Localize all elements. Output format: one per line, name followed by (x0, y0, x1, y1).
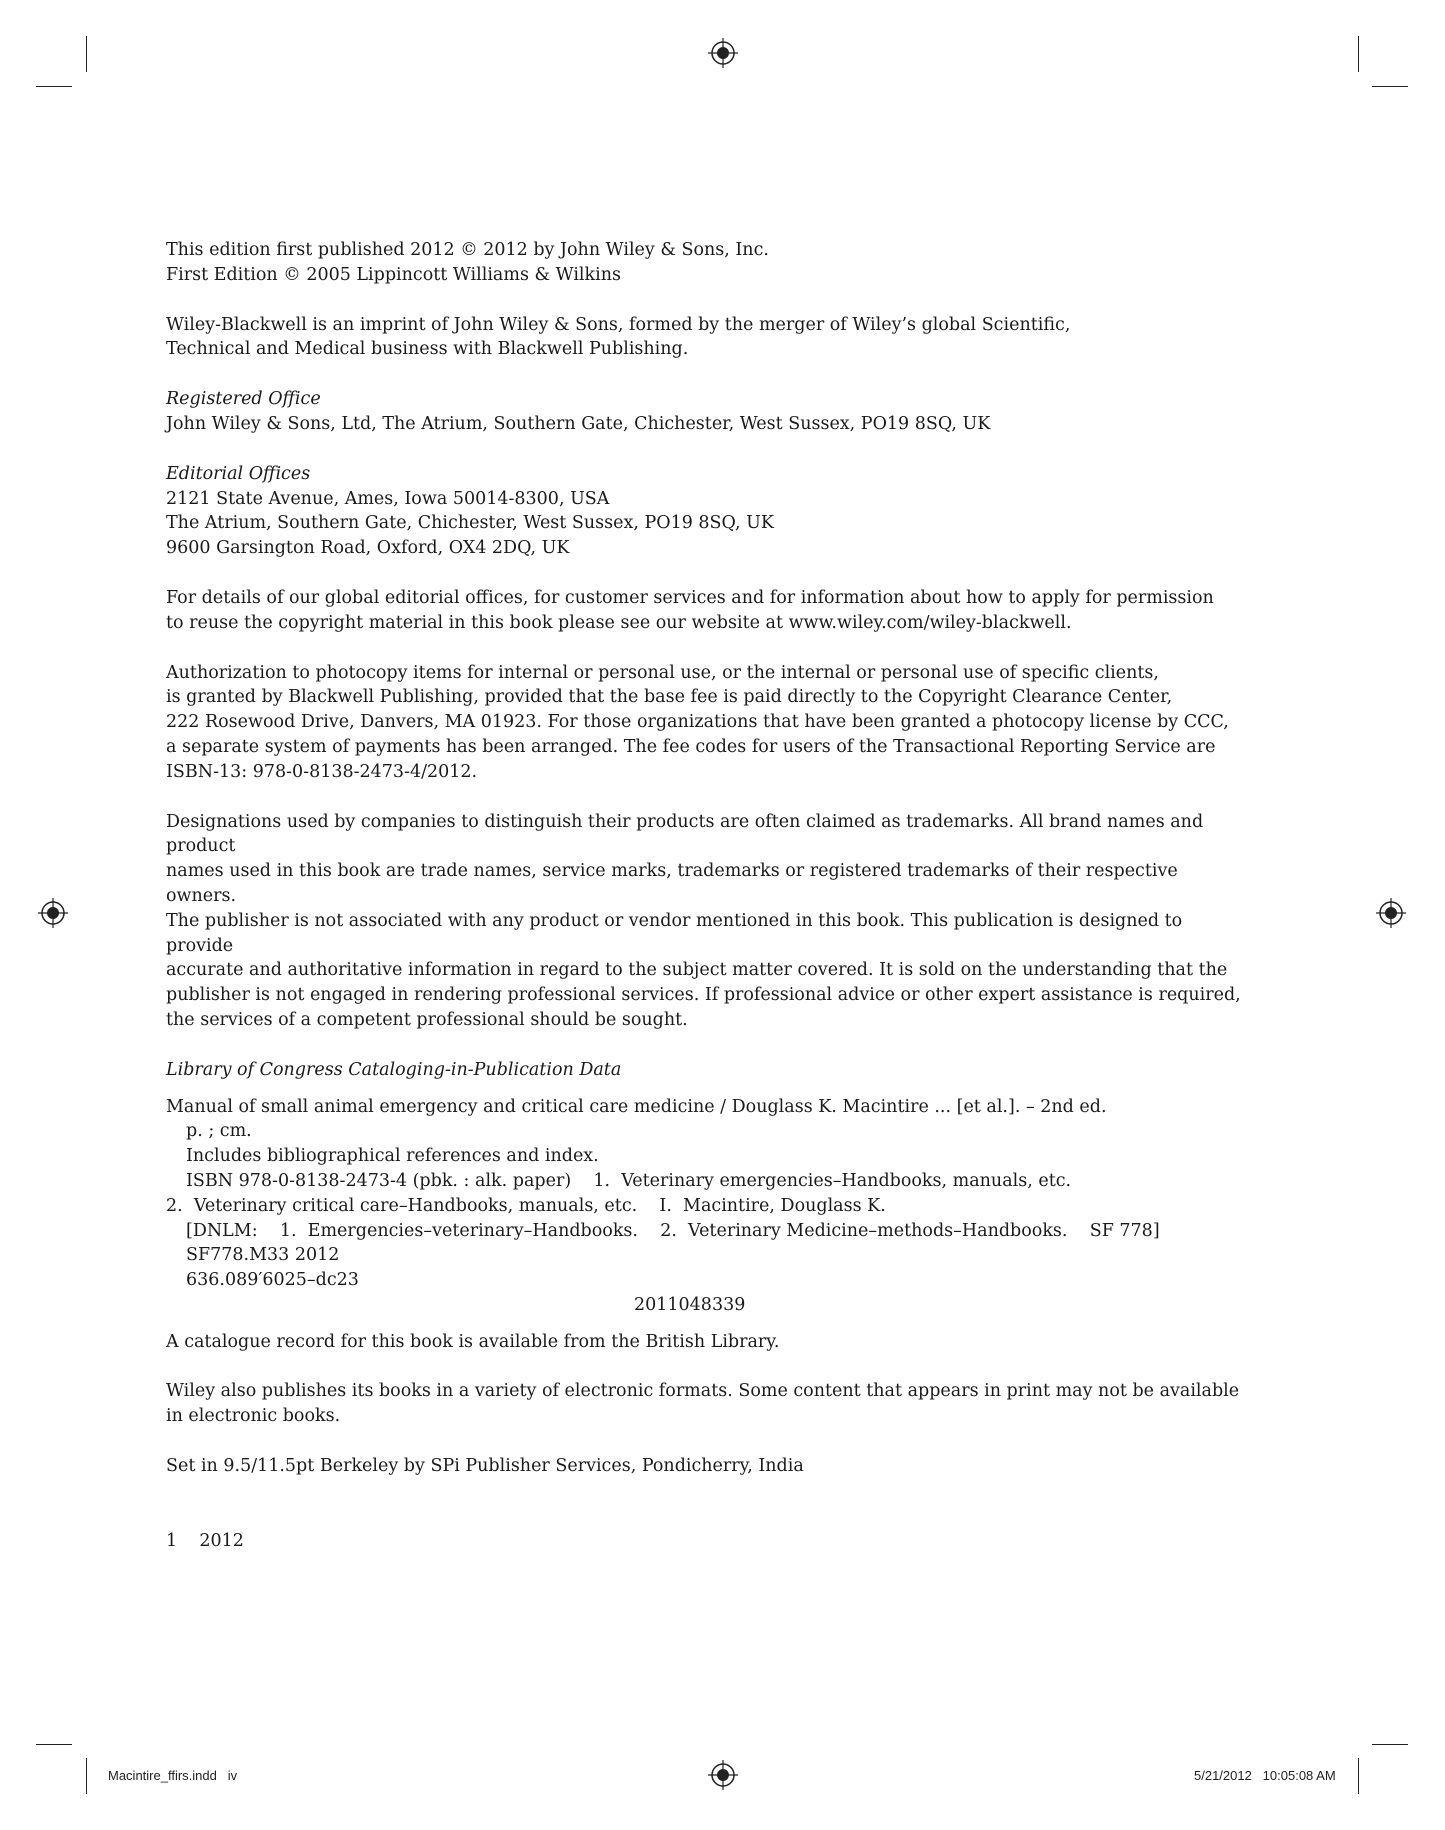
crop-mark-top-right-h (1372, 86, 1408, 87)
slug-file-label: Macintire_ffirs.indd iv (108, 1768, 238, 1783)
crop-mark-bottom-right-h (1372, 1744, 1408, 1745)
editorial-office-address: 2121 State Avenue, Ames, Iowa 50014-8300, USA (166, 488, 610, 509)
designations-line: publisher is not engaged in rendering professional services. If professional advice or other expert assistance is required, (166, 985, 1241, 1006)
registration-mark-icon (38, 898, 68, 928)
crop-mark-top-left-h (36, 86, 72, 87)
details-line: For details of our global editorial offices, for customer services and for information about how to apply for permission (166, 587, 1214, 608)
copyright-line: First Edition © 2005 Lippincott Williams & Wilkins (166, 264, 621, 285)
cip-line: [DNLM: 1. Emergencies–veterinary–Handbooks. 2. Veterinary Medicine–methods–Handbooks. SF 778] (186, 1220, 1160, 1241)
cip-line: p. ; cm. (186, 1121, 252, 1142)
cip-line: SF778.M33 2012 (186, 1245, 340, 1266)
crop-mark-bottom-right-v (1358, 1758, 1359, 1794)
imprint-line: Technical and Medical business with Blackwell Publishing. (166, 339, 689, 360)
crop-mark-top-left-v (86, 36, 87, 72)
details-line: to reuse the copyright material in this book please see our website at www.wiley.com/wiley-blackwell. (166, 612, 1072, 633)
crop-mark-top-right-v (1358, 36, 1359, 72)
authorization-line: 222 Rosewood Drive, Danvers, MA 01923. For those organizations that have been granted a photocopy license by CCC, (166, 712, 1229, 733)
cip-subjects-line: 2. Veterinary critical care–Handbooks, manuals, etc. I. Macintire, Douglass K. (166, 1195, 886, 1216)
registration-mark-icon (708, 38, 738, 68)
authorization-line: a separate system of payments has been arranged. The fee codes for users of the Transactional Reporting Service are (166, 736, 1216, 757)
authorization-line: Authorization to photocopy items for internal or personal use, or the internal or personal use of specific clients, (166, 662, 1159, 683)
registration-mark-icon (1376, 898, 1406, 928)
designations-line: names used in this book are trade names, service marks, trademarks or registered trademarks of their respective owners. (166, 861, 1178, 906)
cip-lccn: 2011048339 (634, 1294, 746, 1315)
authorization-line: is granted by Blackwell Publishing, provided that the base fee is paid directly to the Copyright Clearance Center, (166, 687, 1173, 708)
copyright-page-content (166, 238, 1246, 1554)
slug-timestamp: 5/21/2012 10:05:08 AM (1194, 1768, 1336, 1783)
registration-mark-icon (708, 1760, 738, 1790)
editorial-office-address: 9600 Garsington Road, Oxford, OX4 2DQ, UK (166, 538, 570, 559)
cip-heading: Library of Congress Cataloging-in-Publication Data (166, 1059, 622, 1080)
typeset-line: Set in 9.5/11.5pt Berkeley by SPi Publisher Services, Pondicherry, India (166, 1456, 804, 1477)
crop-mark-bottom-left-h (36, 1744, 72, 1745)
electronic-line: Wiley also publishes its books in a variety of electronic formats. Some content that appears in print may not be available (166, 1381, 1240, 1402)
cip-line: Includes bibliographical references and index. (186, 1146, 599, 1167)
cip-line: 636.089′6025–dc23 (186, 1270, 359, 1291)
editorial-offices-heading: Editorial Offices (166, 463, 311, 484)
copyright-line: This edition first published 2012 © 2012 by John Wiley & Sons, Inc. (166, 240, 769, 260)
registered-office-heading: Registered Office (166, 389, 321, 410)
authorization-line: ISBN-13: 978-0-8138-2473-4/2012. (166, 761, 478, 782)
print-line: 1 2012 (166, 1530, 244, 1551)
designations-line: accurate and authoritative information in regard to the subject matter covered. It is sold on the understanding that the (166, 960, 1228, 981)
designations-line: the services of a competent professional should be sought. (166, 1009, 688, 1030)
british-library-line: A catalogue record for this book is available from the British Library. (166, 1331, 780, 1352)
designations-line: Designations used by companies to distinguish their products are often claimed as trademarks. All brand names and product (166, 811, 1204, 857)
cip-title-line: Manual of small animal emergency and critical care medicine / Douglass K. Macintire ... [et al.]. – 2nd ed. (166, 1096, 1107, 1117)
crop-mark-bottom-left-v (86, 1758, 87, 1794)
registered-office-address: John Wiley & Sons, Ltd, The Atrium, Southern Gate, Chichester, West Sussex, PO19 8SQ, UK (166, 413, 991, 434)
editorial-office-address: The Atrium, Southern Gate, Chichester, West Sussex, PO19 8SQ, UK (166, 513, 774, 534)
designations-line: The publisher is not associated with any product or vendor mentioned in this book. This publication is designed to provide (166, 910, 1183, 956)
cip-line: ISBN 978-0-8138-2473-4 (pbk. : alk. paper) 1. Veterinary emergencies–Handbooks, manuals, etc. (186, 1170, 1072, 1191)
imprint-line: Wiley-Blackwell is an imprint of John Wiley & Sons, formed by the merger of Wiley’s global Scientific, (166, 314, 1071, 335)
electronic-line: in electronic books. (166, 1406, 341, 1427)
